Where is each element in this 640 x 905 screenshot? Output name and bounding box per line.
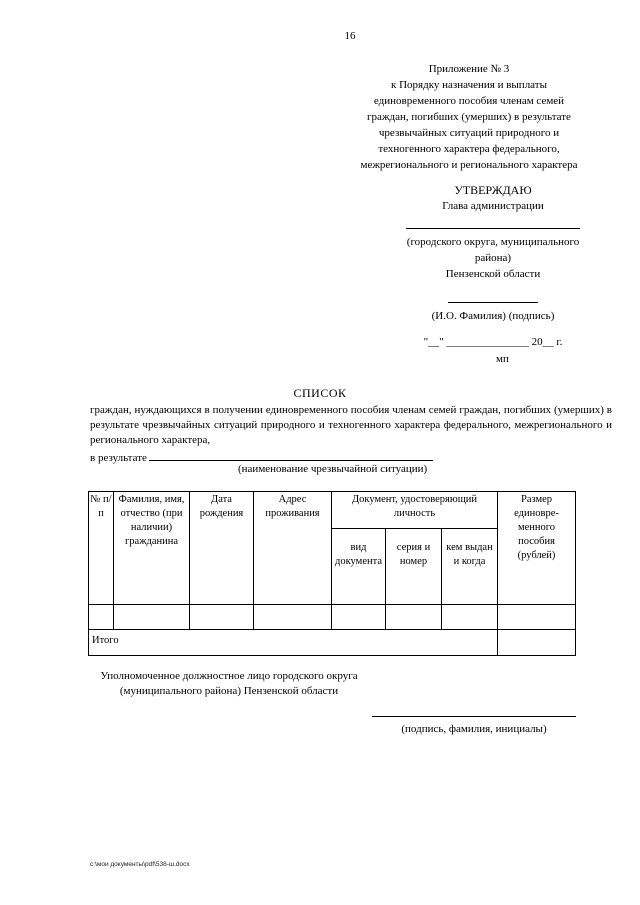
list-description: граждан, нуждающихся в получении единовременного пособия членам семей граждан, погибших (умерших) в результате чрезвычайных ситуаций природного и техногенного характера федерального, межрегионального и регионального характера, [90,404,612,446]
appendix-line: граждан, погибших (умерших) в результате [367,111,571,123]
official-signature-caption: (подпись, фамилия, инициалы) [401,723,547,735]
head-signature-line [406,214,580,229]
table-cell[interactable] [498,605,576,630]
approval-region: Пензенской области [445,268,541,280]
approval-date: "__" _______________ 20__ г. [423,336,563,348]
result-line [90,450,433,464]
emergency-name-line [149,450,433,461]
table-cell[interactable] [386,605,442,630]
header-doc-type: вид документа [332,529,386,605]
list-title: СПИСОК [293,386,347,400]
seal-mark: мп [496,353,509,365]
appendix-header [330,61,608,173]
header-document: Документ, удостоверяющий личность [332,492,498,529]
header-address: Адрес проживания [254,492,332,605]
approval-district-line1: (городского округа, муниципального [406,236,580,248]
page-number: 16 [344,30,356,42]
total-label: Итого [89,630,498,656]
emergency-caption: (наименование чрезвычайной ситуации) [238,463,428,475]
header-fio: Фамилия, имя, отчество (при наличии) гражданина [114,492,190,605]
file-path-footer: c:\мои документы\pdf\538-ш.docx [90,861,190,868]
table-total-row [89,630,576,656]
header-amount: Размер единовре-менного пособия (рублей) [498,492,576,605]
header-birth: Дата рождения [190,492,254,605]
table-cell[interactable] [442,605,498,630]
table-cell[interactable] [114,605,190,630]
appendix-line: техногенного характера федерального, [378,143,560,155]
approval-block [380,182,606,350]
result-label: в результате [90,452,147,464]
table-header-row [89,492,576,529]
table-cell[interactable] [254,605,332,630]
table-cell[interactable] [332,605,386,630]
name-signature-line [448,288,538,303]
recipients-table [88,491,576,656]
approval-name-caption: (И.О. Фамилия) (подпись) [431,310,555,322]
total-value-cell[interactable] [498,630,576,656]
header-doc-series: серия и номер [386,529,442,605]
table-row [89,605,576,630]
appendix-line: единовременного пособия членам семей [373,95,565,107]
appendix-line: чрезвычайных ситуаций природного и [378,127,560,139]
appendix-line: Приложение № 3 [428,63,510,75]
header-doc-issued: кем выдан и когда [442,529,498,605]
approval-title: УТВЕРЖДАЮ [454,183,532,197]
appendix-line: межрегионального и регионального характера [360,159,578,171]
header-num: № п/п [89,492,114,605]
table-cell[interactable] [89,605,114,630]
table-cell[interactable] [190,605,254,630]
official-signature-line [372,715,576,717]
approval-head: Глава администрации [442,200,544,212]
appendix-line: к Порядку назначения и выплаты [391,79,547,91]
approval-district-line2: района) [474,252,512,264]
official-signatory: Уполномоченное должностное лицо городского округа (муниципального района) Пензенской области [100,670,358,697]
